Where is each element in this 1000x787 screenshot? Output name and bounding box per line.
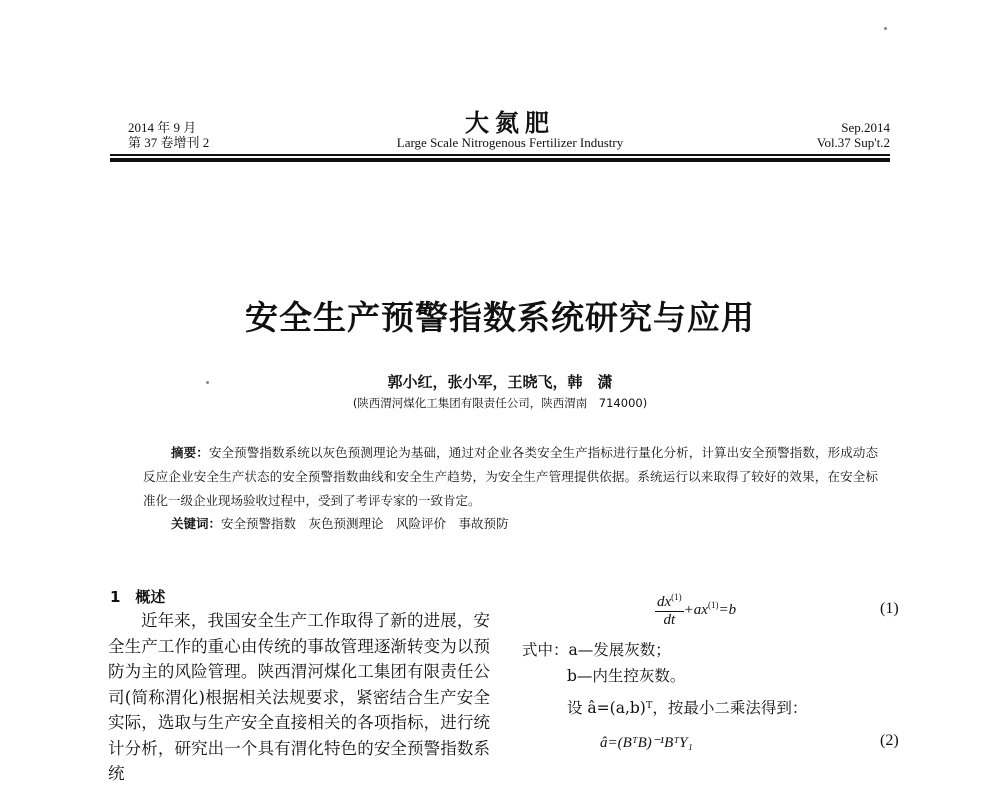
equation-2: â=(BᵀB)⁻¹BᵀY₁ <box>600 735 693 751</box>
issue-date-volume <box>128 120 209 150</box>
abstract-label: 摘要： <box>171 445 209 460</box>
paper-authors: 郭小红，张小军，王晓飞，韩 潇 <box>387 373 613 391</box>
issue-date-en: Sep.2014 <box>841 120 890 135</box>
header-rule-thick <box>110 158 890 162</box>
journal-name-en: Large Scale Nitrogenous Fertilizer Industry <box>396 135 624 150</box>
eq1-term: $+ax^{(1)}$ <box>683 599 719 618</box>
equation-2-number: (2) <box>880 732 899 749</box>
equation-1-number: (1) <box>880 600 899 617</box>
issue-date-volume-en <box>817 120 890 150</box>
keywords <box>171 514 509 532</box>
paper-title: 安全生产预警指数系统研究与应用 <box>245 298 755 337</box>
eq1-rhs: =b <box>718 601 737 618</box>
issue-date: 2014 年 9 月 <box>128 120 197 135</box>
section-paragraph: 近年来，我国安全生产工作取得了新的进展，安全生产工作的重心由传统的事故管理逐渐转变为以预防为主的风险管理。陕西渭河煤化工集团有限责任公司(简称渭化)根据相关法规要求，紧密结合生产安全实际，选取与生产安全直接相关的各项指标，进行统计分析，研究出一个具有渭化特色的安全预警指数系统 <box>108 611 490 783</box>
paper-affiliation: (陕西渭河煤化工集团有限责任公司，陕西渭南 714000) <box>352 396 648 410</box>
eq1-fraction <box>655 592 684 629</box>
keywords-label: 关键词： <box>171 516 222 531</box>
abstract-text: 安全预警指数系统以灰色预测理论为基础，通过对企业各类安全生产指标进行量化分析，计算出安全预警指数，形成动态反应企业安全生产状态的安全预警指数曲线和安全生产趋势，为安全生产管理提供依据。系统运行以来取得了较好的效果，在安全标准化一级企业现场验收过程中，受到了考评专家的一致肯定。 <box>143 445 878 508</box>
keywords-text: 安全预警指数 灰色预测理论 风险评价 事故预防 <box>221 516 509 531</box>
equation-1 <box>655 592 736 629</box>
eq1-numerator: $dx^{(1)}$ <box>657 592 682 610</box>
header-rule-thin <box>110 154 890 156</box>
issue-volume: 第 37 卷增刊 2 <box>128 135 210 150</box>
where-line-a: 式中：a—发展灰数； <box>522 641 671 659</box>
issue-volume-en: Vol.37 Sup't.2 <box>816 135 890 150</box>
least-squares-line: 设 â=(a,b)ᵀ，按最小二乘法得到： <box>567 699 808 717</box>
scan-speck <box>884 27 887 30</box>
eq1-denominator: dt <box>663 612 676 628</box>
abstract <box>143 441 878 513</box>
section-heading: 1 概述 <box>110 588 166 606</box>
journal-logo-cn: 大氮肥 <box>465 108 555 137</box>
where-line-b: b—内生控灰数。 <box>567 667 686 685</box>
journal-masthead <box>340 110 680 150</box>
